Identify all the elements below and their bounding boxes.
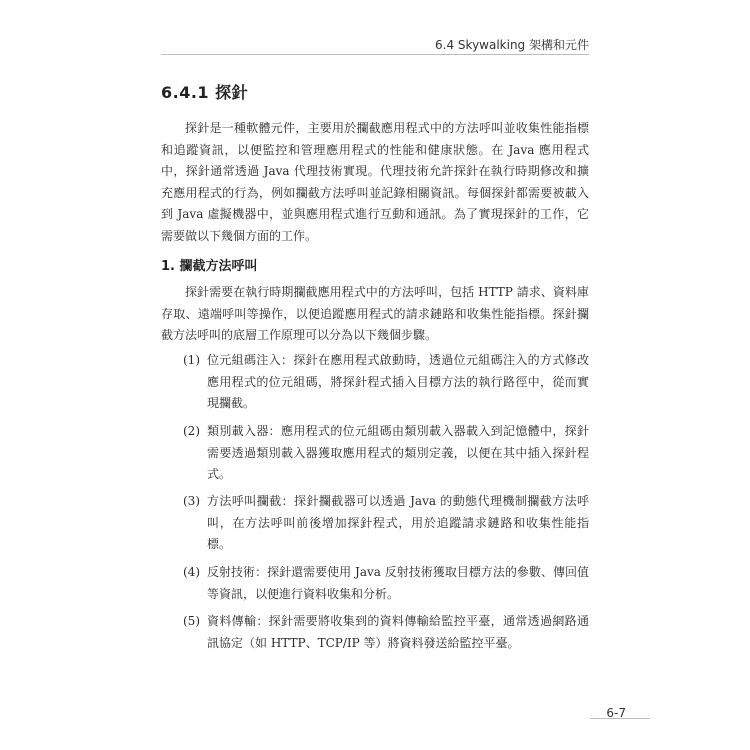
list-item-number: (1) xyxy=(183,353,200,367)
list-item-number: (3) xyxy=(183,494,200,508)
header-divider xyxy=(161,54,589,55)
list-item-text: 方法呼叫攔截：探針攔截器可以透過 Java 的動態代理機制攔截方法呼叫，在方法呼叫前後增加探針程式，用於追蹤請求鏈路和收集性能指標。 xyxy=(207,494,589,551)
intro-paragraph: 探針是一種軟體元件，主要用於攔截應用程式中的方法呼叫並收集性能指標和追蹤資訊，以便監控和管理應用程式的性能和健康狀態。在 Java 應用程式中，探針通常透過 Java 代理技術實現。代理技術允許探針在執行時期修改和擴充應用程式的行為，例如攔截方法呼叫並記錄相關資訊。每個探針都需要被載入到 Java 虛擬機器中，並與應用程式進行互動和通訊。為了實現探針的工作，它需要做以下幾個方面的工作。 xyxy=(161,121,589,243)
list-item xyxy=(183,421,589,486)
footer-divider xyxy=(590,718,650,719)
running-header: 6.4 Skywalking 架構和元件 xyxy=(435,38,589,52)
list-item xyxy=(183,611,589,654)
list-item-text: 位元組碼注入：探針在應用程式啟動時，透過位元組碼注入的方式修改應用程式的位元組碼，將探針程式插入目標方法的執行路徑中，從而實現攔截。 xyxy=(207,353,589,410)
subsection-heading: 1. 攔截方法呼叫 xyxy=(161,259,258,274)
list-item-number: (4) xyxy=(183,565,200,579)
list-item-text: 反射技術：探針還需要使用 Java 反射技術獲取目標方法的參數、傳回值等資訊，以便進行資料收集和分析。 xyxy=(207,565,589,601)
list-item-text: 類別載入器：應用程式的位元組碼由類別載入器載入到記憶體中，探針需要透過類別載入器獲取應用程式的類別定義，以便在其中插入探針程式。 xyxy=(207,424,589,481)
list-item-number: (2) xyxy=(183,424,200,438)
list-item-number: (5) xyxy=(183,614,200,628)
list-item-text: 資料傳輸：探針需要將收集到的資料傳輸給監控平臺，通常透過網路通訊協定（如 HTTP、TCP/IP 等）將資料發送給監控平臺。 xyxy=(207,614,589,650)
page-number: 6-7 xyxy=(606,706,626,720)
subsection-paragraph: 探針需要在執行時期攔截應用程式中的方法呼叫，包括 HTTP 請求、資料庫存取、遠端呼叫等操作，以便追蹤應用程式的請求鏈路和收集性能指標。探針攔截方法呼叫的底層工作原理可以分為以下幾個步驟。 xyxy=(161,285,589,342)
list-item xyxy=(183,350,589,415)
list-item xyxy=(183,562,589,605)
section-title: 6.4.1 探針 xyxy=(161,83,249,102)
list-item xyxy=(183,491,589,556)
